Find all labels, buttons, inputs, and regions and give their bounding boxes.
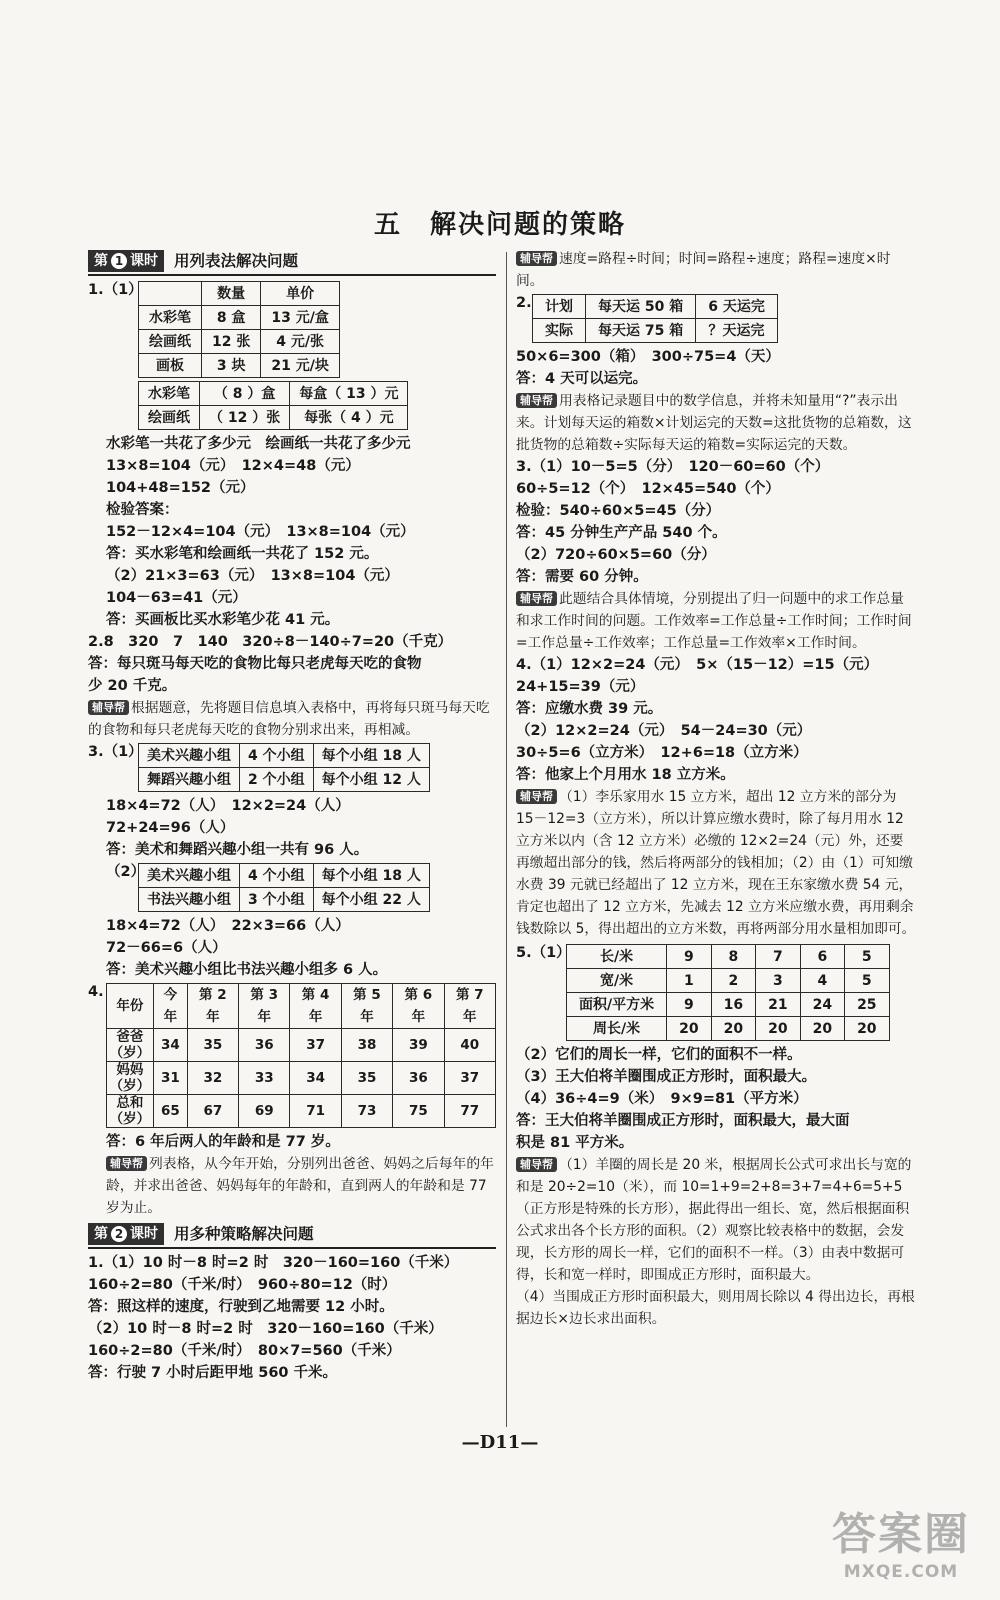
- table-cell: 实际: [533, 319, 586, 343]
- table-cell: 画板: [139, 354, 202, 378]
- q3-part2: [88, 861, 496, 915]
- text-line: 160÷2=80（千米/时） 960÷80=12（时）: [88, 1277, 397, 1293]
- tip-badge: 辅导帮: [516, 789, 557, 804]
- table-cell: 75: [393, 1095, 444, 1128]
- table-cell: 71: [290, 1095, 341, 1128]
- text-line: 2.8 320 7 140 320÷8－140÷7=20（千克）: [88, 634, 453, 650]
- table-cell: 8 盒: [202, 306, 261, 330]
- table-cell: 20: [756, 1017, 800, 1041]
- table-cell: 水彩笔: [139, 382, 200, 406]
- table-cell: 33: [239, 1062, 290, 1095]
- table-cell: 77: [444, 1095, 495, 1128]
- question-label: 5.（1）: [516, 945, 571, 961]
- table-cell: 数量: [202, 282, 261, 306]
- tip-badge: 辅导帮: [516, 251, 557, 266]
- table-cell: 宽/米: [567, 969, 667, 993]
- lesson-2-header: [88, 1221, 496, 1249]
- text-line: 30÷5=6（立方米） 12+6=18（立方米）: [516, 745, 808, 761]
- text-line: 检验：540÷60×5=45（分）: [516, 503, 721, 519]
- table-cell: 第 3 年: [239, 984, 290, 1029]
- lesson-number: 1: [111, 253, 127, 269]
- table-cell: 每个小组 18 人: [313, 744, 429, 768]
- table-cell: 舞蹈兴趣小组: [139, 768, 240, 792]
- text-line: 72－66=6（人）: [106, 940, 227, 956]
- tip-badge: 辅导帮: [88, 700, 129, 715]
- table-row: [139, 888, 430, 912]
- table-cell: 面积/平方米: [567, 993, 667, 1017]
- table-cell: 第 6 年: [393, 984, 444, 1029]
- text-line: 1.（1）10 时－8 时=2 时 320－160=160（千米）: [88, 1255, 459, 1271]
- table-row: [533, 295, 778, 319]
- table-cell: 年份: [106, 984, 154, 1029]
- table-cell: 35: [187, 1029, 238, 1062]
- table-cell: 总和（岁）: [106, 1095, 154, 1128]
- table-cell: 36: [393, 1062, 444, 1095]
- table-row: [567, 945, 890, 969]
- right-column: [516, 248, 916, 1330]
- table-cell: 单价: [261, 282, 339, 306]
- table-cell: 6: [800, 945, 844, 969]
- table-cell: 1: [667, 969, 711, 993]
- table-cell: 40: [444, 1029, 495, 1062]
- table-cell: 第 4 年: [290, 984, 341, 1029]
- text-line: 答：每只斑马每天吃的食物比每只老虎每天吃的食物: [88, 656, 422, 672]
- table-cell: 爸爸（岁）: [106, 1029, 154, 1062]
- table-cell: 9: [667, 945, 711, 969]
- r-tip-5: 辅导帮 （1）羊圈的周长是 20 米，根据周长公式可求出长与宽的和是 20÷2=10（米），而 10=1+9=2+8=3+7=4+6=5+5（正方形是特殊的长方形），据此得出一组长、宽，然后根据面积公式求出各个长方形的面积。（2）观察比较表格中的数据，会发现，长方形的周长一样，它们的面积不一样。（3）由表中数据可得，长和宽一样时，即围成正方形时，面积最大。: [516, 1157, 912, 1283]
- table-cell: 34: [290, 1062, 341, 1095]
- table-cell: 每个小组 12 人: [313, 768, 429, 792]
- text-line: 答：美术和舞蹈兴趣小组一共有 96 人。: [106, 842, 369, 858]
- table-row: [139, 306, 340, 330]
- table-cell: 20: [711, 1017, 755, 1041]
- text-line: 18×4=72（人） 12×2=24（人）: [106, 798, 350, 814]
- table-cell: 每个小组 18 人: [313, 864, 429, 888]
- table-cell: 39: [393, 1029, 444, 1062]
- table-cell: （ 8 ）盒: [200, 382, 290, 406]
- table-cell: 美术兴趣小组: [139, 864, 240, 888]
- text-line: 60÷5=12（个） 12×45=540（个）: [516, 481, 780, 497]
- text-line: 答：照这样的速度，行驶到乙地需要 12 小时。: [88, 1299, 394, 1315]
- q3-table-1: [138, 743, 430, 792]
- table-cell: 每天运 75 箱: [586, 319, 696, 343]
- table-cell: 4: [800, 969, 844, 993]
- table-cell: 7: [756, 945, 800, 969]
- lesson2-q1-lines: [88, 1252, 496, 1384]
- table-row: [106, 1062, 495, 1095]
- table-cell: 32: [187, 1062, 238, 1095]
- text-line: 答：行驶 7 小时后距甲地 560 千米。: [88, 1365, 338, 1381]
- text-line: 152－12×4=104（元） 13×8=104（元）: [106, 524, 415, 540]
- watermark-logo: 答案圈 MXQE.COM: [832, 1509, 970, 1582]
- table-row: [533, 319, 778, 343]
- table-cell: 24: [800, 993, 844, 1017]
- table-cell: 长/米: [567, 945, 667, 969]
- table-cell: 周长/米: [567, 1017, 667, 1041]
- text-line: 104－63=41（元）: [106, 590, 247, 606]
- table-cell: 第 7 年: [444, 984, 495, 1029]
- table-cell: 36: [239, 1029, 290, 1062]
- table-cell: 每个小组 22 人: [313, 888, 429, 912]
- table-cell: ？天运完: [696, 319, 778, 343]
- text-line: （3）王大伯将羊圈围成正方形时，面积最大。: [516, 1069, 817, 1085]
- q3-part1: [88, 741, 496, 795]
- table-cell: 6 天运完: [696, 295, 778, 319]
- table-cell: 35: [341, 1062, 392, 1095]
- table-cell: 37: [444, 1062, 495, 1095]
- text-line: 少 20 千克。: [88, 678, 177, 694]
- table-cell: 21 元/块: [261, 354, 339, 378]
- r-tip-1: 辅导帮 速度=路程÷时间；时间=路程÷速度；路程=速度×时间。: [516, 251, 891, 289]
- table-cell: 4 元/张: [261, 330, 339, 354]
- text-line: 72+24=96（人）: [106, 820, 235, 836]
- tip-badge: 辅导帮: [516, 393, 557, 408]
- table-cell: 绘画纸: [139, 330, 202, 354]
- table-cell: 4 个小组: [240, 864, 314, 888]
- text-line: 检验答案：: [106, 502, 179, 518]
- table-row: [567, 969, 890, 993]
- table-cell: 妈妈（岁）: [106, 1062, 154, 1095]
- table-cell: 2: [711, 969, 755, 993]
- left-column: [88, 248, 496, 1384]
- r-q2-table: [532, 294, 778, 343]
- table-cell: 第 5 年: [341, 984, 392, 1029]
- r-q5-table: [566, 944, 890, 1041]
- page-title: 五 解决问题的策略: [373, 210, 626, 240]
- table-cell: 38: [341, 1029, 392, 1062]
- table-row: [139, 744, 430, 768]
- text-line: 答：应缴水费 39 元。: [516, 701, 663, 717]
- text-line: （4）36÷4=9（米） 9×9=81（平方米）: [516, 1091, 808, 1107]
- table-cell: 3 个小组: [240, 888, 314, 912]
- lesson-badge: 第 1 课时: [88, 250, 164, 272]
- text-line: 答：买水彩笔和绘画纸一共花了 152 元。: [106, 546, 379, 562]
- q4-age-table: [106, 983, 496, 1128]
- table-cell: 9: [667, 993, 711, 1017]
- table-cell: 第 2 年: [187, 984, 238, 1029]
- table-cell: 每天运 50 箱: [586, 295, 696, 319]
- text-line: 积是 81 平方米。: [516, 1135, 634, 1151]
- table-cell: 美术兴趣小组: [139, 744, 240, 768]
- text-line: （2）720÷60×5=60（分）: [516, 547, 716, 563]
- table-cell: 12 张: [202, 330, 261, 354]
- table-cell: 今年: [154, 984, 188, 1029]
- text-line: 答：王大伯将羊圈围成正方形时，面积最大，最大面: [516, 1113, 850, 1129]
- q1-part2-lines: [88, 565, 496, 631]
- text-line: 4.（1）12×2=24（元） 5×（15－12）=15（元）: [516, 657, 879, 673]
- table-cell: 绘画纸: [139, 406, 200, 430]
- table-cell: 计划: [533, 295, 586, 319]
- text-line: 104+48=152（元）: [106, 480, 255, 496]
- table-cell: 20: [667, 1017, 711, 1041]
- q4-block: [88, 981, 496, 1131]
- text-line: 答：45 分钟生产产品 540 个。: [516, 525, 727, 541]
- table-cell: 2 个小组: [240, 768, 314, 792]
- text-line: 13×8=104（元） 12×4=48（元）: [106, 458, 360, 474]
- r-q2-block: [516, 292, 916, 346]
- table-cell: 书法兴趣小组: [139, 888, 240, 912]
- table-row: [106, 1095, 495, 1128]
- text-line: 18×4=72（人） 22×3=66（人）: [106, 918, 350, 934]
- tip-badge: 辅导帮: [106, 1156, 147, 1171]
- table-cell: 65: [154, 1095, 188, 1128]
- table-row: [139, 282, 340, 306]
- q2-tip: 辅导帮 根据题意，先将题目信息填入表格中，再将每只斑马每天吃的食物和每只老虎每天吃的食物分别求出来，再相减。: [88, 700, 490, 738]
- table-cell: 25: [845, 993, 889, 1017]
- table-cell: 8: [711, 945, 755, 969]
- r-q5-lines: [516, 1044, 916, 1154]
- text-line: （2）它们的周长一样，它们的面积不一样。: [516, 1047, 802, 1063]
- table-cell: 水彩笔: [139, 306, 202, 330]
- table-cell: [139, 282, 202, 306]
- table-row: [139, 768, 430, 792]
- table-cell: 31: [154, 1062, 188, 1095]
- q4-answer: 答：6 年后两人的年龄和是 77 岁。: [106, 1134, 340, 1150]
- text-line: （2）12×2=24（元） 54－24=30（元）: [516, 723, 812, 739]
- table-cell: 73: [341, 1095, 392, 1128]
- table-cell: 每盒（ 13 ）元: [290, 382, 408, 406]
- table-row: [139, 330, 340, 354]
- question-label: 3.（1）: [88, 744, 143, 760]
- table-cell: 69: [239, 1095, 290, 1128]
- r-tip-3: 辅导帮 此题结合具体情境，分别提出了归一问题中的求工作总量和求工作时间的问题。工作效率=工作总量÷工作时间；工作时间=工作总量÷工作效率；工作总量=工作效率×工作时间。: [516, 591, 912, 651]
- r-q3-lines: [516, 456, 916, 588]
- text-line: （2）10 时－8 时=2 时 320－160=160（千米）: [88, 1321, 443, 1337]
- q3-table-2: [138, 863, 430, 912]
- table-cell: 3 块: [202, 354, 261, 378]
- table-row: [106, 1029, 495, 1062]
- q1-block: [88, 279, 496, 433]
- lesson-title: 用多种策略解决问题: [174, 1225, 314, 1243]
- table-row: [567, 993, 890, 1017]
- table-cell: （ 12 ）张: [200, 406, 290, 430]
- q2-lines: [88, 631, 496, 697]
- text-line: 答：4 天可以运完。: [516, 371, 648, 387]
- q1-table-2: [138, 381, 408, 430]
- table-cell: 4 个小组: [240, 744, 314, 768]
- q3-lines-2: [88, 915, 496, 981]
- question-label: （2）: [106, 864, 146, 880]
- text-line: 3.（1）10－5=5（分） 120－60=60（个）: [516, 459, 830, 475]
- question-label: 1.（1）: [88, 282, 143, 298]
- page-number: —D11—: [461, 1432, 539, 1453]
- r-tip-2: 辅导帮 用表格记录题目中的数学信息，并将未知量用“?”表示出来。计划每天运的箱数×计划运完的天数=这批货物的总箱数，这批货物的总箱数÷实际每天运的箱数=实际运完的天数。: [516, 393, 912, 453]
- table-cell: 每张（ 4 ）元: [290, 406, 408, 430]
- table-row: [139, 864, 430, 888]
- text-line: 24+15=39（元）: [516, 679, 645, 695]
- question-label: 4.: [88, 984, 104, 1000]
- text-line: 160÷2=80（千米/时） 80×7=560（千米）: [88, 1343, 401, 1359]
- text-line: 答：买画板比买水彩笔少花 41 元。: [106, 612, 340, 628]
- table-cell: 13 元/盒: [261, 306, 339, 330]
- text-line: 答：美术兴趣小组比书法兴趣小组多 6 人。: [106, 962, 388, 978]
- table-cell: 21: [756, 993, 800, 1017]
- table-cell: 5: [845, 969, 889, 993]
- table-cell: 5: [845, 945, 889, 969]
- question-label: 2.: [516, 295, 532, 311]
- text-line: 答：需要 60 分钟。: [516, 569, 648, 585]
- r-tip-5b: （4）当围成正方形时面积最大，则用周长除以 4 得出边长，再根据边长×边长求出面积。: [516, 1289, 915, 1327]
- table-cell: 16: [711, 993, 755, 1017]
- q1-table-1: [138, 281, 340, 378]
- q1-lines: [88, 433, 496, 565]
- table-row: [139, 354, 340, 378]
- text-line: 答：他家上个月用水 18 立方米。: [516, 767, 735, 783]
- table-cell: 34: [154, 1029, 188, 1062]
- table-row: [139, 382, 408, 406]
- q4-tip: 辅导帮 列表格，从今年开始，分别列出爸爸、妈妈之后每年的年龄，并求出爸爸、妈妈每年的年龄和，直到两人的年龄和是 77 岁为止。: [106, 1156, 494, 1216]
- text-line: 水彩笔一共花了多少元 绘画纸一共花了多少元: [106, 436, 411, 452]
- table-row: [139, 406, 408, 430]
- table-cell: 67: [187, 1095, 238, 1128]
- r-q5-block: [516, 942, 916, 1044]
- table-cell: 20: [845, 1017, 889, 1041]
- r-tip-4: 辅导帮 （1）李乐家用水 15 立方米，超出 12 立方米的部分为 15－12=3（立方米），所以计算应缴水费时，除了每月用水 12 立方米以内（含 12 立方米）必缴的 12×2=24（元）外，还要再缴超出部分的钱，然后将两部分的钱相加；（2）由（1）可知缴水费 39 元就已经超出了 12 立方米，现在王东家缴水费 54 元，肯定也超出了 12 立方米，先减去 12 立方米应缴水费，再用剩余钱数除以 5，得出超出的立方米数，再将两部分用水量相加即可。: [516, 789, 916, 937]
- table-cell: 3: [756, 969, 800, 993]
- lesson-number: 2: [111, 1226, 127, 1242]
- text-line: （2）21×3=63（元） 13×8=104（元）: [106, 568, 399, 584]
- lesson-badge: 第 2 课时: [88, 1223, 164, 1245]
- lesson-title: 用列表法解决问题: [174, 252, 299, 270]
- r-q2-lines: [516, 346, 916, 390]
- table-cell: 37: [290, 1029, 341, 1062]
- table-row: [106, 984, 495, 1029]
- q3-lines-1: [88, 795, 496, 861]
- r-q4-lines: [516, 654, 916, 786]
- table-cell: 20: [800, 1017, 844, 1041]
- lesson-1-header: [88, 248, 496, 276]
- table-row: [567, 1017, 890, 1041]
- tip-badge: 辅导帮: [516, 591, 557, 606]
- text-line: 50×6=300（箱） 300÷75=4（天）: [516, 349, 780, 365]
- column-divider: [506, 252, 507, 1427]
- tip-badge: 辅导帮: [516, 1157, 557, 1172]
